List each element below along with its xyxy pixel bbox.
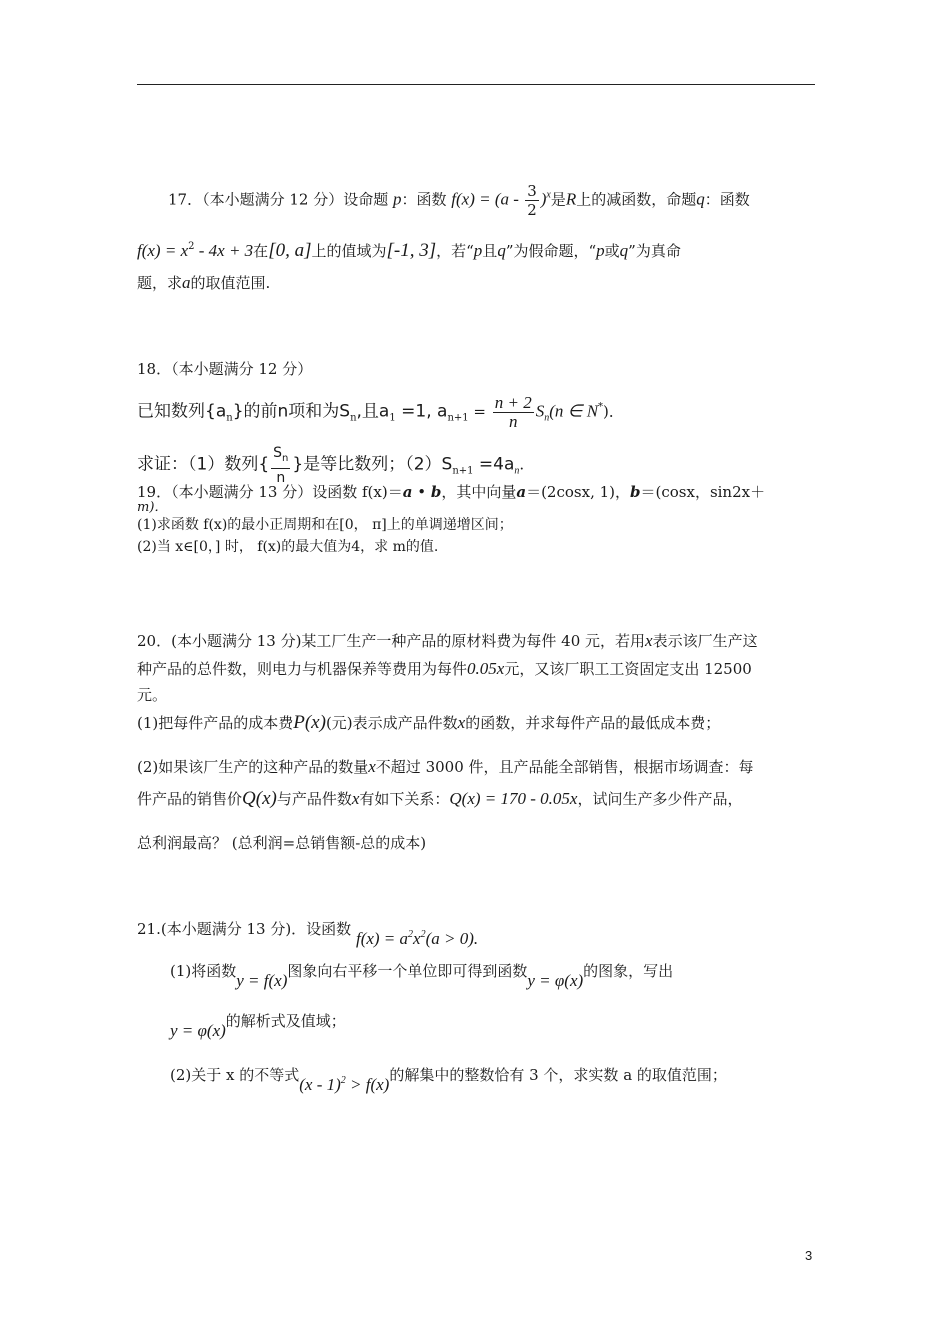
q20-part1: (1)把每件产品的成本费P(x)(元)表示成产品件数x的函数，并求每件产品的最低成本费； xyxy=(137,712,721,733)
header-rule xyxy=(137,84,815,85)
q17-line3: 题，求a的取值范围. xyxy=(137,273,271,292)
q19-line1: 19．（本小题满分 13 分）设函数 f(x)＝a • b，其中向量a＝(2cosx, 1)，b＝(cosx，sin2x＋ xyxy=(137,483,766,501)
q20-part2-line2: 件产品的销售价Q(x)与产品件数x有如下关系：Q(x) = 170 - 0.05x，试问生产多少件产品， xyxy=(137,788,743,809)
q18-header: 18．（本小题满分 12 分） xyxy=(137,360,313,378)
q18-line2: 求证：（1）数列{ $\frac{S_n}{n}$ }是等比数列；$(2)S_{n+1} =4a_n$. xyxy=(137,445,525,486)
q21-line1: 21.(本小题满分 13 分)．设函数 $f(x) = a^2x^2(a > 0)$. xyxy=(137,920,479,948)
q19-part2: (2)当 x∈[0，] 时， f(x)的最大值为4，求 m的值. xyxy=(137,539,439,555)
q20-part2-line1: (2)如果该厂生产的这种产品的数量x不超过 3000 件，且产品能全部销售，根据市场调查：每 xyxy=(137,757,754,776)
q17-line1: 17．（本小题满分 12 分）设命题 p：函数 f(x) = (a - $\frac{3}{2}$ )$^x$是R上的减函数，命题q：函数 xyxy=(168,182,750,219)
q18-fraction: $\frac{n + 2}{n}$ xyxy=(494,393,532,431)
q20-part2-line3: 总利润最高？ (总利润=总销售额-总的成本) xyxy=(137,834,427,852)
q20-line2: 种产品的总件数，则电力与机器保养等费用为每件0.05x元，又该厂职工工资固定支出 12500 xyxy=(137,659,752,678)
q19-part1: (1)求函数 f(x)的最小正周期和在[0， π]上的单调递增区间； xyxy=(137,517,513,533)
q17-fraction: $\frac{3}{2}$ xyxy=(527,182,537,219)
q20-line1: 20．(本小题满分 13 分)某工厂生产一种产品的原材料费为每件 40 元，若用x表示该厂生产这 xyxy=(137,631,758,650)
q17-line2: $f(x) = x^2 - 4x + 3$在[0, a]上的值域为[-1, 3]，若“p且q”为假命题，“p或q”为真命 xyxy=(137,240,681,261)
q21-part1-line1: (1)将函数y = f(x)图象向右平移一个单位即可得到函数y = φ(x)的图象，写出 xyxy=(170,962,674,990)
q21-part2: (2)关于 x 的不等式(x - 1)$^2$ > f(x)的解集中的整数恰有 3 个，求实数 a 的取值范围； xyxy=(170,1066,727,1094)
q18-line1: 已知数列$\{a_n\}$的前n项和为$S_n$,且$a_1 =1$, $a_{n+1}$ = $\frac{n + 2}{n}$ $S_n(n$ ∈ N*)． xyxy=(137,393,624,431)
page-number: 3 xyxy=(805,1248,813,1263)
q21-part1-line2: y = φ(x)的解析式及值域； xyxy=(170,1012,346,1040)
q19-line2: m)． xyxy=(137,500,168,515)
q20-line3: 元。 xyxy=(137,686,168,704)
q18-ratio-fraction: $\frac{S_n}{n}$ xyxy=(273,445,289,486)
